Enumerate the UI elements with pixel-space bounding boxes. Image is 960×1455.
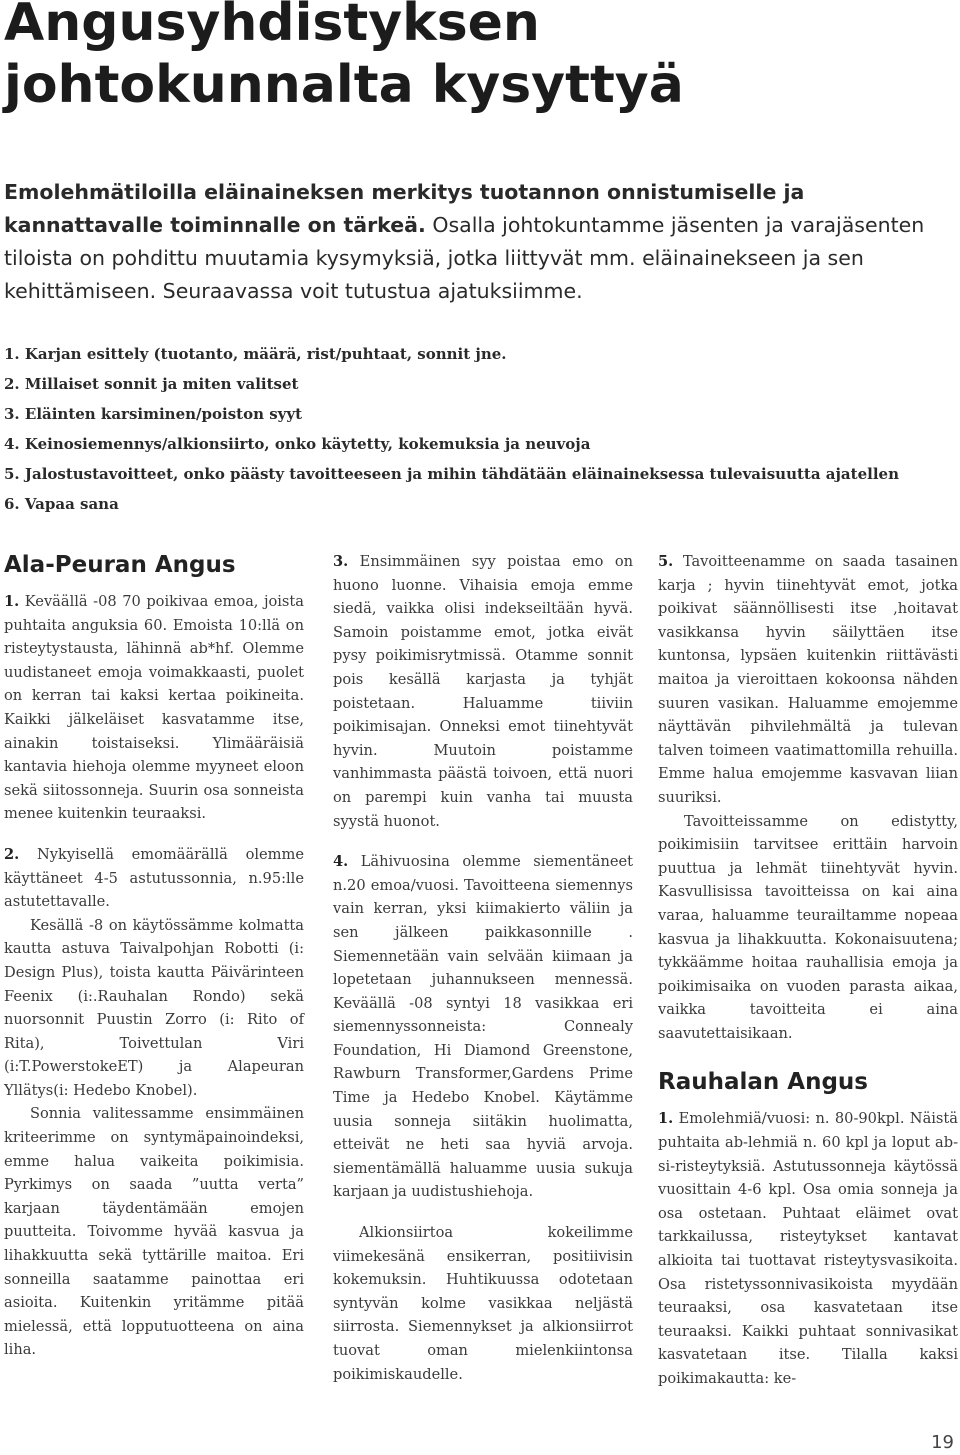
answer-paragraph [4, 590, 304, 826]
answer-paragraph [658, 1107, 958, 1390]
answer-number: 1. [4, 593, 20, 610]
question-item: 6. Vapaa sana [4, 495, 119, 513]
answer-paragraph [658, 550, 958, 810]
answer-number: 1. [658, 1110, 674, 1128]
answer-paragraph [333, 850, 633, 1204]
answer-paragraph: Kesällä -8 on käytössämme kolmatta kautta astuva Taivalpohjan Robotti (i: Design Plus), toista kautta Päivärinteen Feenix (i:.Rauhalan Rondo) sekä nuorsonnit Puustin Zorro (i: Rito of Rita), Toivettulan Viri (i:T.PowerstokeET) ja Alapeuran Yllätys(i: Hedebo Knobel). [4, 916, 304, 1099]
intro-lead: Emolehmätiloilla eläinaineksen merkitys tuotannon onnistumiselle ja kannattavalle toiminnalle on tärkeä. [4, 180, 805, 237]
question-item: 1. Karjan esittely (tuotanto, määrä, rist/puhtaat, sonnit jne. [4, 345, 507, 363]
intro-paragraph [4, 176, 954, 308]
answer-number: 3. [333, 553, 349, 570]
answer-text: Keväällä -08 70 poikivaa emoa, joista puhtaita anguksia 60. Emoista 10:llä on risteytystausta, lähinnä ab*hf. Olemme uudistaneet emoja voimakkaasti, puolet on kerran tai kaksi kertaa poikineita. Kaikki jälkeläiset kasvatamme itse, ainakin toistaiseksi. Ylimääräisiä kantavia hiehoja olemme myyneet eloon sekä siitossonneja. Suurin osa sonneista menee kuitenkin teuraaksi. [4, 593, 304, 823]
answer-paragraph: Sonnia valitessamme ensimmäinen kriteerimme on syntymäpainoindeksi, emme halua vaikeita poikimisia. Pyrkimys on saada ”uutta verta” karjaan täydentämään emojen puutteita. Toivomme hyvää kasvua ja lihakkuutta sekä tyttärille maitoa. Eri sonneilla saatamme painottaa eri asioita. Kuitenkin yritämme pitää mielessä, että lopputuotteena on aina liha. [4, 1105, 304, 1359]
column-2 [333, 550, 633, 1386]
answer-text: Ensimmäinen syy poistaa emo on huono luonne. Vihaisia emoja emme siedä, vaikka olisi indekseiltään hyvä. Samoin poistamme emot, jotka eivät pysy poikimisrytmissä. Otamme sonnit pois kesällä karjasta ja tyhjät poistetaan. Haluamme tiiviin poikimisajan. Onneksi emot tiinehtyvät hyvin. Muutoin poistamme vanhimmasta päästä toivoen, että nuori on parempi kuin vanha tai muusta syystä huonot. [333, 553, 633, 830]
page-number: 19 [931, 1432, 954, 1453]
column-1 [4, 550, 304, 1362]
intro-rest: Osalla johtokuntamme jäsenten ja varajäsenten tiloista on pohdittu muutamia kysymyksiä, jotka liittyvät mm. eläinainekseen ja sen kehittämiseen. Seuraavassa voit tutustua ajatuksiimme. [4, 213, 925, 303]
section-heading-rauhalan: Rauhalan Angus [658, 1069, 868, 1096]
answer-text: Emolehmiä/vuosi: n. 80-90kpl. Näistä puhtaita ab-lehmiä n. 60 kpl ja loput ab-si-risteytyksiä. Astutussonneja käytössä vuosittain 4-6 kpl. Osa omia sonneja ja osa ostetaan. Puhtaat eläimet ovat tarkkailussa, risteytykset kantavat alkioita tai tuottavat risteytysvasikoita. Osa ristetyssonnivasikoista myydään teuraaksi, osa kasvatetaan itse teuraaksi. Kaikki puhtaat sonnivasikat kasvatetaan itse. Tilalla kaksi poikimakautta: ke- [658, 1110, 958, 1387]
question-item: 5. Jalostustavoitteet, onko päästy tavoitteeseen ja mihin tähdätään eläinaineksessa tulevaisuutta ajatellen [4, 465, 899, 483]
question-list [4, 339, 954, 519]
question-item: 2. Millaiset sonnit ja miten valitset [4, 375, 299, 393]
answer-paragraph: Tavoitteissamme on edistytty, poikimisiin tarvitsee erittäin harvoin puuttua ja lehmät tiinehtyvät hyvin. Kasvullisissa tavoitteissa on kai aina varaa, haluamme teurailtamme nopeaa kasvua ja lihakkuutta. Kokonaisuutena; tykkäämme hoitaa rauhallisia emoja ja poikimisaika on vuoden parasta aikaa, vaikka tavoitteita ei aina saavutettaisikaan. [658, 812, 958, 1042]
answer-paragraph: Alkionsiirtoa kokeilimme viimekesänä ensikerran, positiivisin kokemuksin. Huhtikuussa odotetaan syntyvän kolme vasikkaa neljästä siirrosta. Siemennykset ja alkionsiirrot tuovat oman mielenkiintonsa poikimiskaudelle. [333, 1224, 633, 1383]
answer-number: 4. [333, 853, 349, 871]
answer-paragraph [333, 550, 633, 833]
answer-number: 5. [658, 553, 674, 570]
section-heading-ala-peuran: Ala-Peuran Angus [4, 552, 236, 578]
answer-text: Nykyisellä emomäärällä olemme käyttäneet 4-5 astutussonnia, n.95:lle astutettavalle. [4, 845, 304, 911]
article-title: Angusyhdistyksen johtokunnalta kysyttyä [4, 0, 684, 115]
answer-number: 2. [4, 845, 20, 863]
column-3 [658, 550, 958, 1391]
question-item: 4. Keinosiemennys/alkionsiirto, onko käytetty, kokemuksia ja neuvoja [4, 435, 591, 453]
answer-text: Lähivuosina olemme siementäneet n.20 emoa/vuosi. Tavoitteena siemennys vain kerran, yksi kiimakierto väliin ja sen jälkeen paikkasonnille . Siemennetään vain selvään kiimaan ja lopetetaan juhannukseen mennessä. Keväällä -08 syntyi 18 vasikkaa eri siemennyssonneista: Connealy Foundation, Hi Diamond Greenstone, Rawburn Transformer,Gardens Prime Time ja Hedebo Knobel. Käytämme uusia sonneja siitäkin huolimatta, etteivät ne heti saa hyviä arvoja. siementämällä haluamme uusia sukuja karjaan ja uudistushiehoja. [333, 853, 633, 1201]
question-item: 3. Eläinten karsiminen/poiston syyt [4, 405, 303, 423]
answer-paragraph [4, 843, 304, 914]
answer-text: Tavoitteenamme on saada tasainen karja ; hyvin tiinehtyvät emot, jotka poikivat säännöllisesti itse ,hoitavat vasikkansa hyvin säilyttäen itse kuntonsa, lypsäen kuitenkin riittävästi maitoa ja vieroittaen kokoonsa nähden suuren vasikan. Haluamme emojemme näyttävän pihvilehmältä ja tulevan talven toimeen vaatimattomilla rehuilla. Emme halua emojemme kasvavan liian suuriksi. [658, 553, 958, 806]
